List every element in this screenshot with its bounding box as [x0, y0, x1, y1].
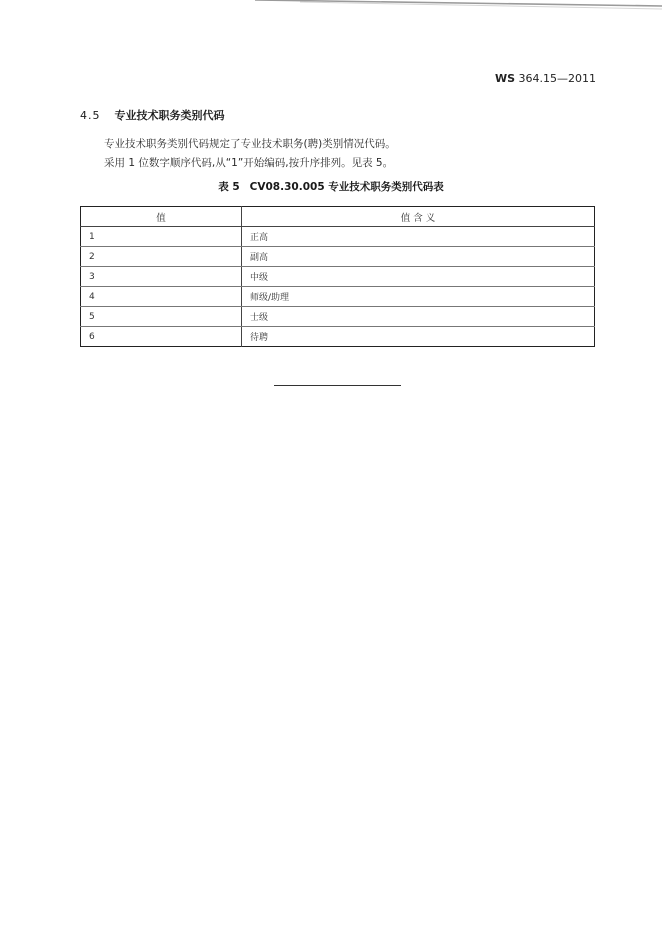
section-number: 4.5: [80, 109, 101, 122]
table-row: [81, 247, 595, 267]
end-of-standard-rule: [274, 385, 401, 386]
section-heading: [80, 107, 225, 123]
cell-meaning: 师级/助理: [242, 287, 595, 307]
table-row: [81, 307, 595, 327]
table-title: CV08.30.005 专业技术职务类别代码表: [249, 181, 444, 193]
header-meaning: 值 含 义: [242, 207, 595, 227]
table-row: [81, 287, 595, 307]
paragraph-encoding-rule: 采用 1 位数字顺序代码,从“1”开始编码,按升序排列。见表 5。: [104, 157, 394, 169]
cell-code: 4: [81, 287, 242, 307]
table-header-row: [81, 207, 595, 227]
cell-code: 6: [81, 327, 242, 347]
cell-code: 2: [81, 247, 242, 267]
table-label: 表 5: [218, 181, 240, 193]
standard-code-header: [495, 72, 596, 85]
standard-number: 364.15—2011: [518, 72, 596, 85]
paragraph-definition: 专业技术职务类别代码规定了专业技术职务(聘)类别情况代码。: [104, 138, 396, 150]
scan-edge-shadow: [0, 0, 662, 14]
cell-meaning: 士级: [242, 307, 595, 327]
header-value: 值: [81, 207, 242, 227]
table-caption: [0, 179, 662, 194]
standard-prefix: WS: [494, 72, 516, 85]
cell-meaning: 正高: [242, 227, 595, 247]
section-title: 专业技术职务类别代码: [114, 109, 225, 122]
table-row: [81, 327, 595, 347]
table-row: [81, 267, 595, 287]
cell-code: 1: [81, 227, 242, 247]
cell-meaning: 待聘: [250, 333, 269, 343]
table-row: [81, 227, 595, 247]
code-table: [80, 206, 595, 347]
cell-code: 5: [81, 307, 242, 327]
cell-code: 3: [81, 267, 242, 287]
cell-meaning: 中级: [242, 267, 595, 287]
cell-meaning: 副高: [242, 247, 595, 267]
